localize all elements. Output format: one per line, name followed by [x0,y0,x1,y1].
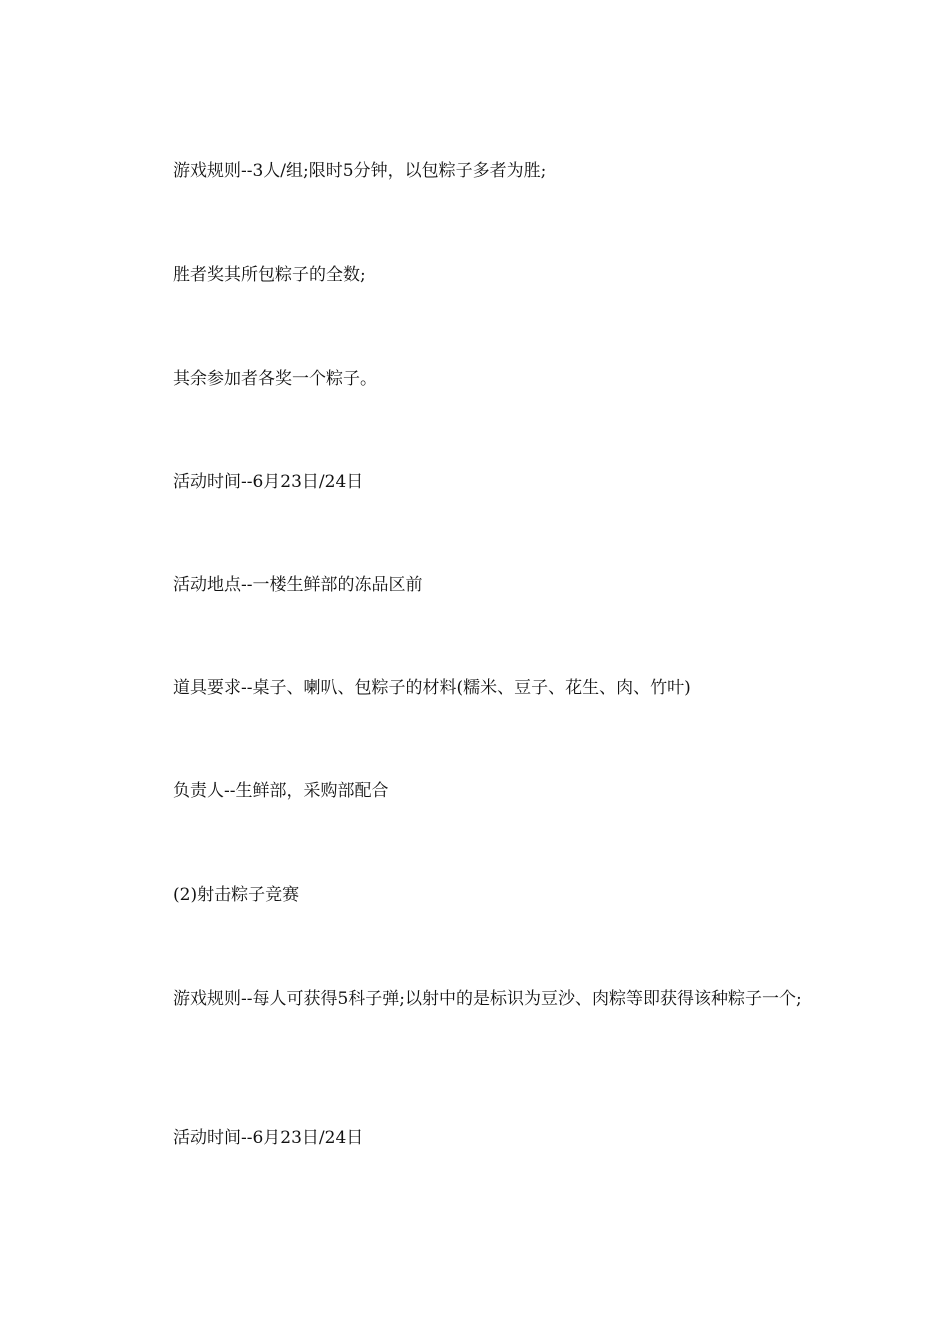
paragraph-other-participants: 其余参加者各奖一个粽子。 [173,369,377,389]
paragraph-activity-time-1: 活动时间--6月23日/24日 [173,472,364,492]
paragraph-person-in-charge: 负责人--生鲜部，采购部配合 [173,781,389,801]
paragraph-game-rules-1: 游戏规则--3人/组;限时5分钟，以包粽子多者为胜; [173,161,547,181]
paragraph-activity-location: 活动地点--一楼生鲜部的冻品区前 [173,575,423,595]
paragraph-activity-time-2: 活动时间--6月23日/24日 [173,1128,364,1148]
paragraph-game-rules-2: 游戏规则--每人可获得5科子弹;以射中的是标识为豆沙、肉粽等即获得该种粽子一个; [173,989,802,1009]
paragraph-winner-prize: 胜者奖其所包粽子的全数; [173,265,366,285]
paragraph-props-requirements: 道具要求--桌子、喇叭、包粽子的材料(糯米、豆子、花生、肉、竹叶) [173,678,691,698]
section-heading-shooting-contest: (2)射击粽子竞赛 [173,885,300,905]
